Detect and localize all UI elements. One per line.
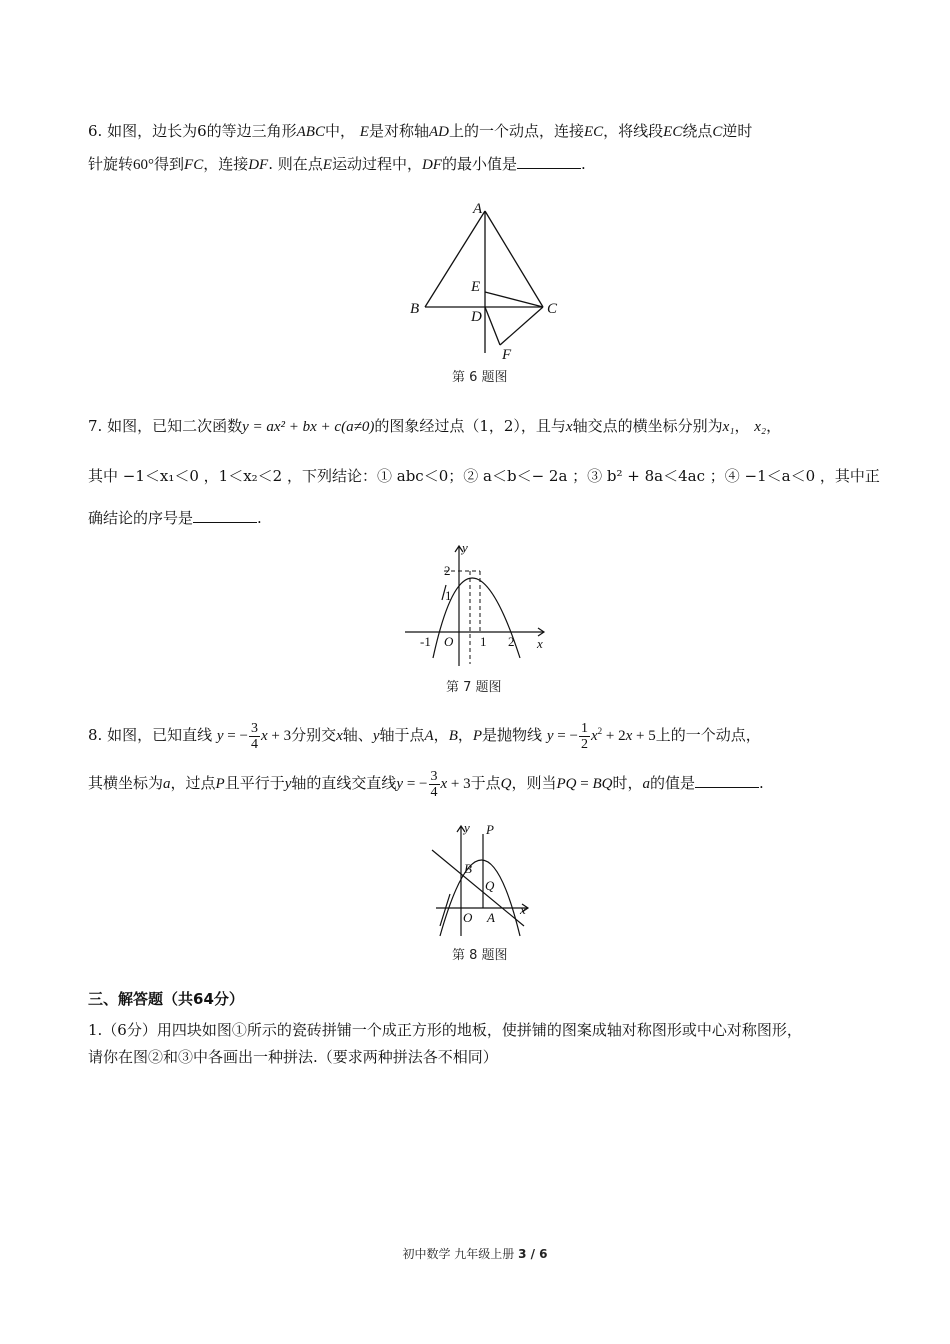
q8-line-2: 其横坐标为a，过点P且平行于y轴的直线交直线y = − $\frac{3}{4}$ x + 3于点Q，则当PQ = BQ时，a的值是 . [88, 768, 764, 800]
fraction: $\frac{3}{4}$ [430, 768, 438, 800]
q7-label-y: y [462, 540, 468, 555]
q8-label-O: O [463, 910, 473, 925]
s3-q1-line-2: 请你在图②和③中各画出一种拼法.（要求两种拼法各不相同） [88, 1048, 498, 1066]
q6-label-B: B [410, 301, 420, 317]
q7-tick-y2: 2 [444, 563, 451, 578]
fraction: $\frac{3}{4}$ [250, 720, 258, 752]
q6-caption: 第 6 题图 [452, 370, 508, 385]
q7-label-x: x [537, 636, 543, 651]
q6-line-1: 6. 如图，边长为6的等边三角形ABC中， E是对称轴AD上的一个动点，连接EC，将线段EC绕点C逆时 [88, 122, 753, 140]
q7-tick-x2: 2 [508, 634, 515, 649]
q8-label-P: P [486, 822, 494, 837]
section-title: 三、解答题（共64分） [88, 990, 244, 1008]
q6-label-D: D [471, 309, 482, 325]
answer-blank [193, 508, 257, 523]
q8-line-1: 8. 如图，已知直线 y = − $\frac{3}{4}$ x + 3分别交x轴、y轴于点A，B，P是抛物线 y = − $\frac{1}{2}$ $x^2 + 2x + 5$上的一个动点， [88, 720, 761, 752]
fraction: $\frac{1}{2}$ [580, 720, 588, 752]
q7-function: y = ax² + bx + c(a≠0) [242, 419, 375, 435]
footer-text: 初中数学 九年级上册 [402, 1247, 519, 1261]
answer-blank [517, 154, 581, 169]
q8-label-y: y [464, 822, 470, 835]
answer-blank [695, 773, 759, 788]
q8-label-x: x [520, 902, 526, 917]
q7-tick-y1: 1 [445, 588, 452, 603]
q8-label-A: A [487, 910, 495, 925]
q8-label-Q: Q [485, 878, 495, 893]
q8-caption: 第 8 题图 [452, 948, 508, 963]
q7-line-2: 其中 −1＜x₁＜0 ，1＜x₂＜2 ，下列结论：① abc＜0；② a＜b＜− 2a ；③ b² + 8a＜4ac ；④ −1＜a＜0 ，其中正 [88, 467, 880, 485]
q7-figure [400, 540, 550, 670]
q7-caption: 第 7 题图 [446, 680, 502, 695]
q6-label-F: F [502, 347, 512, 363]
q7-tick-x1: 1 [480, 634, 487, 649]
q8-label-B: B [464, 861, 472, 876]
q6-line-2: 针旋转60°得到FC，连接DF. 则在点E运动过程中，DF的最小值是 . [88, 155, 586, 173]
q8-figure [428, 822, 533, 940]
s3-q1-line-1: 1.（6分）用四块如图①所示的瓷砖拼铺一个成正方形的地板，使拼铺的图案成轴对称图形或中心对称图形， [88, 1021, 802, 1039]
q6-label-A: A [473, 201, 483, 217]
page-number: 3 / 6 [518, 1247, 548, 1261]
page-footer [0, 1245, 950, 1262]
q7-line-3: 确结论的序号是 . [88, 509, 262, 527]
q6-label-C: C [547, 301, 558, 317]
q7-line-1: 7. 如图，已知二次函数y = ax² + bx + c(a≠0)的图象经过点（1，2），且与x轴交点的横坐标分别为x₁， x₂， [88, 417, 782, 435]
q6-figure [405, 195, 565, 365]
q7-tick-neg1: -1 [420, 634, 431, 649]
q6-label-E: E [471, 279, 481, 295]
q7-label-O: O [444, 634, 454, 649]
